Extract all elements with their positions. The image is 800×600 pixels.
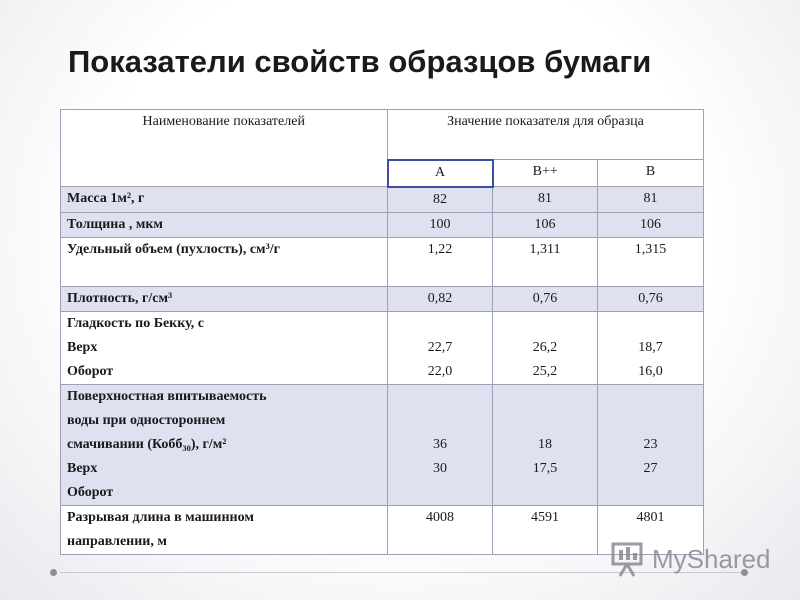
cell-bpp — [493, 311, 598, 384]
table-row — [61, 384, 704, 505]
watermark-logo — [610, 538, 770, 582]
value-top: 18,7 — [638, 339, 663, 355]
row-label-line: Верх — [67, 460, 98, 476]
cell-a: 100 — [388, 212, 493, 237]
header-value-col: Значение показателя для образца — [388, 110, 704, 160]
presentation-icon — [610, 538, 646, 578]
row-label: Удельный объем (пухлость), см³/г — [61, 237, 388, 286]
row-label: Масса 1м², г — [61, 187, 388, 213]
row-label-line: Разрывая длина в машинном — [67, 509, 254, 525]
cell-a: 82 — [388, 187, 493, 213]
page-title: Показатели свойств образцов бумаги — [68, 44, 652, 79]
cell-bpp: 4591 — [493, 505, 598, 554]
cell-b: 106 — [598, 212, 704, 237]
value-bottom: 27 — [643, 460, 658, 476]
value-top: 26,2 — [532, 339, 558, 355]
value-bottom: 16,0 — [638, 363, 663, 379]
cell-a — [388, 384, 493, 505]
cell-a: 1,22 — [388, 237, 493, 286]
cell-b — [598, 311, 704, 384]
table-row — [61, 212, 704, 237]
row-label-line: Верх — [67, 339, 98, 355]
cell-bpp: 81 — [493, 187, 598, 213]
header-sample-b: В — [598, 160, 704, 187]
cell-b — [598, 384, 704, 505]
table-row — [61, 311, 704, 384]
row-label: Плотность, г/см³ — [61, 286, 388, 311]
table-row — [61, 286, 704, 311]
cell-b: 4801 — [598, 505, 704, 554]
table-row — [61, 187, 704, 213]
row-label-line: смачивании (Кобб₃₀), г/м² — [67, 436, 227, 452]
cell-a: 0,82 — [388, 286, 493, 311]
cell-bpp: 0,76 — [493, 286, 598, 311]
header-sample-bpp: В++ — [493, 160, 598, 187]
value-bottom: 22,0 — [427, 363, 453, 379]
row-label: Толщина , мкм — [61, 212, 388, 237]
value-bottom: 25,2 — [532, 363, 558, 379]
value-bottom: 30 — [433, 460, 447, 476]
cell-b: 81 — [598, 187, 704, 213]
value-top: 36 — [433, 436, 447, 452]
table-row — [61, 505, 704, 554]
properties-table — [60, 109, 704, 555]
row-label — [61, 384, 388, 505]
footer-dot-left — [50, 569, 57, 576]
cell-a — [388, 311, 493, 384]
row-label-line: Оборот — [67, 363, 114, 379]
cell-bpp: 106 — [493, 212, 598, 237]
row-label-line: направлении, м — [67, 533, 167, 549]
row-label-line: воды при одностороннем — [67, 412, 226, 428]
value-top: 22,7 — [427, 339, 453, 355]
cell-bpp — [493, 384, 598, 505]
row-label — [61, 505, 388, 554]
row-label-line: Гладкость по Бекку, с — [67, 315, 204, 331]
value-top: 23 — [643, 436, 658, 452]
table-row — [61, 237, 704, 286]
value-top: 18 — [538, 436, 552, 452]
cell-b: 0,76 — [598, 286, 704, 311]
cell-b: 1,315 — [598, 237, 704, 286]
row-label-line: Оборот — [67, 484, 114, 500]
cell-bpp: 1,311 — [493, 237, 598, 286]
row-label — [61, 311, 388, 384]
watermark-text: MyShared — [652, 544, 771, 574]
header-sample-a: А — [388, 160, 493, 187]
row-label-line: Поверхностная впитываемость — [67, 388, 267, 404]
cell-a: 4008 — [388, 505, 493, 554]
value-bottom: 17,5 — [532, 460, 558, 476]
header-name-col: Наименование показателей — [61, 110, 388, 187]
table-header-row — [61, 110, 704, 160]
